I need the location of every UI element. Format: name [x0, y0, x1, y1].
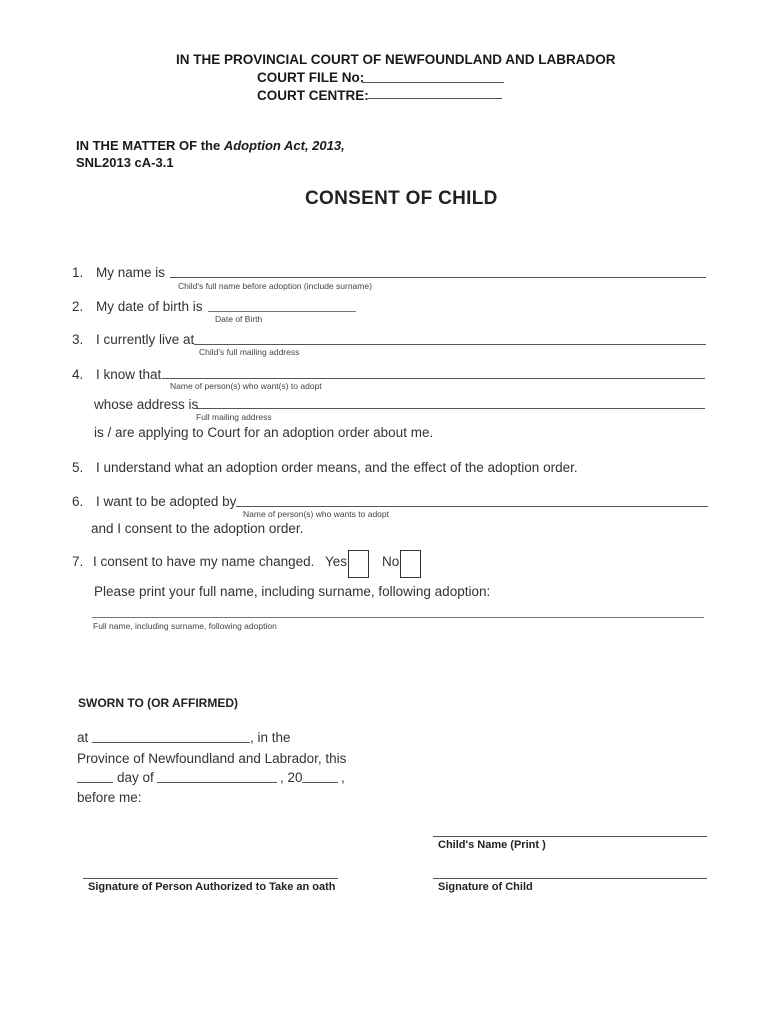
item-1-label: My name is: [96, 265, 166, 280]
new-name-hint: Full name, including surname, following adoption: [93, 621, 277, 631]
date-of-birth-field[interactable]: [208, 311, 356, 312]
yes-checkbox[interactable]: [348, 550, 369, 578]
item-4-number: 4.: [72, 367, 84, 382]
yes-label: Yes: [325, 554, 348, 569]
adopter-names-hint: Name of person(s) who want(s) to adopt: [170, 381, 322, 391]
sworn-place-field[interactable]: [92, 742, 250, 743]
adopter-names-field[interactable]: [162, 378, 705, 379]
day-of-label: day of: [117, 770, 154, 785]
applying-statement: is / are applying to Court for an adoption order about me.: [94, 425, 434, 440]
year-prefix-label: , 20: [280, 770, 303, 785]
item-3-number: 3.: [72, 332, 84, 347]
court-heading: IN THE PROVINCIAL COURT OF NEWFOUNDLAND AND LABRADOR: [176, 52, 616, 67]
item-6-number: 6.: [72, 494, 84, 509]
page-title: CONSENT OF CHILD: [305, 188, 498, 209]
consent-statement: and I consent to the adoption order.: [91, 521, 304, 536]
child-address-hint: Child's full mailing address: [199, 347, 300, 357]
adopter-address-hint: Full mailing address: [196, 412, 272, 422]
adopted-by-field[interactable]: [236, 506, 708, 507]
year-comma: ,: [341, 770, 345, 785]
child-signature-field[interactable]: [433, 878, 707, 879]
item-2-label: My date of birth is: [96, 299, 203, 314]
sworn-month-field[interactable]: [157, 782, 277, 783]
sworn-in-the-label: , in the: [250, 730, 291, 745]
before-me-label: before me:: [77, 790, 142, 805]
sworn-heading: SWORN TO (OR AFFIRMED): [78, 696, 238, 710]
date-of-birth-hint: Date of Birth: [215, 314, 263, 324]
court-centre-field[interactable]: [368, 98, 502, 99]
court-file-no-label: COURT FILE No:: [257, 70, 365, 85]
print-name-prompt: Please print your full name, including surname, following adoption:: [94, 584, 491, 599]
matter-prefix: IN THE MATTER OF the: [76, 138, 221, 153]
child-name-print-field[interactable]: [433, 836, 707, 837]
matter-citation: SNL2013 cA-3.1: [76, 155, 174, 170]
matter-line: [76, 138, 345, 153]
new-name-field[interactable]: [92, 617, 704, 618]
item-1-number: 1.: [72, 265, 84, 280]
child-name-print-label: Child's Name (Print ): [438, 839, 546, 851]
court-centre-label: COURT CENTRE:: [257, 88, 369, 103]
item-2-number: 2.: [72, 299, 84, 314]
no-checkbox[interactable]: [400, 550, 421, 578]
province-label: Province of Newfoundland and Labrador, this: [77, 751, 347, 766]
item-7-label: I consent to have my name changed.: [93, 554, 315, 569]
oath-signature-label: Signature of Person Authorized to Take an oath: [88, 881, 336, 893]
child-address-field[interactable]: [194, 344, 706, 345]
sworn-year-field[interactable]: [302, 782, 338, 783]
no-label: No: [382, 554, 400, 569]
item-4-label: I know that: [96, 367, 162, 382]
adopter-address-label: whose address is: [94, 397, 199, 412]
adopter-address-field[interactable]: [194, 408, 705, 409]
sworn-at-label: at: [77, 730, 89, 745]
matter-act: Adoption Act, 2013,: [223, 138, 345, 153]
sworn-day-field[interactable]: [77, 782, 113, 783]
item-5-text: I understand what an adoption order means, and the effect of the adoption order.: [96, 460, 578, 475]
child-name-hint: Child's full name before adoption (include surname): [178, 281, 372, 291]
court-file-no-field[interactable]: [362, 82, 504, 83]
item-5-number: 5.: [72, 460, 84, 475]
adopted-by-hint: Name of person(s) who wants to adopt: [243, 509, 389, 519]
child-name-field[interactable]: [170, 277, 706, 278]
item-3-label: I currently live at: [96, 332, 195, 347]
child-signature-label: Signature of Child: [438, 881, 533, 893]
item-7-number: 7.: [72, 554, 84, 569]
oath-signature-field[interactable]: [83, 878, 338, 879]
item-6-label: I want to be adopted by: [96, 494, 237, 509]
